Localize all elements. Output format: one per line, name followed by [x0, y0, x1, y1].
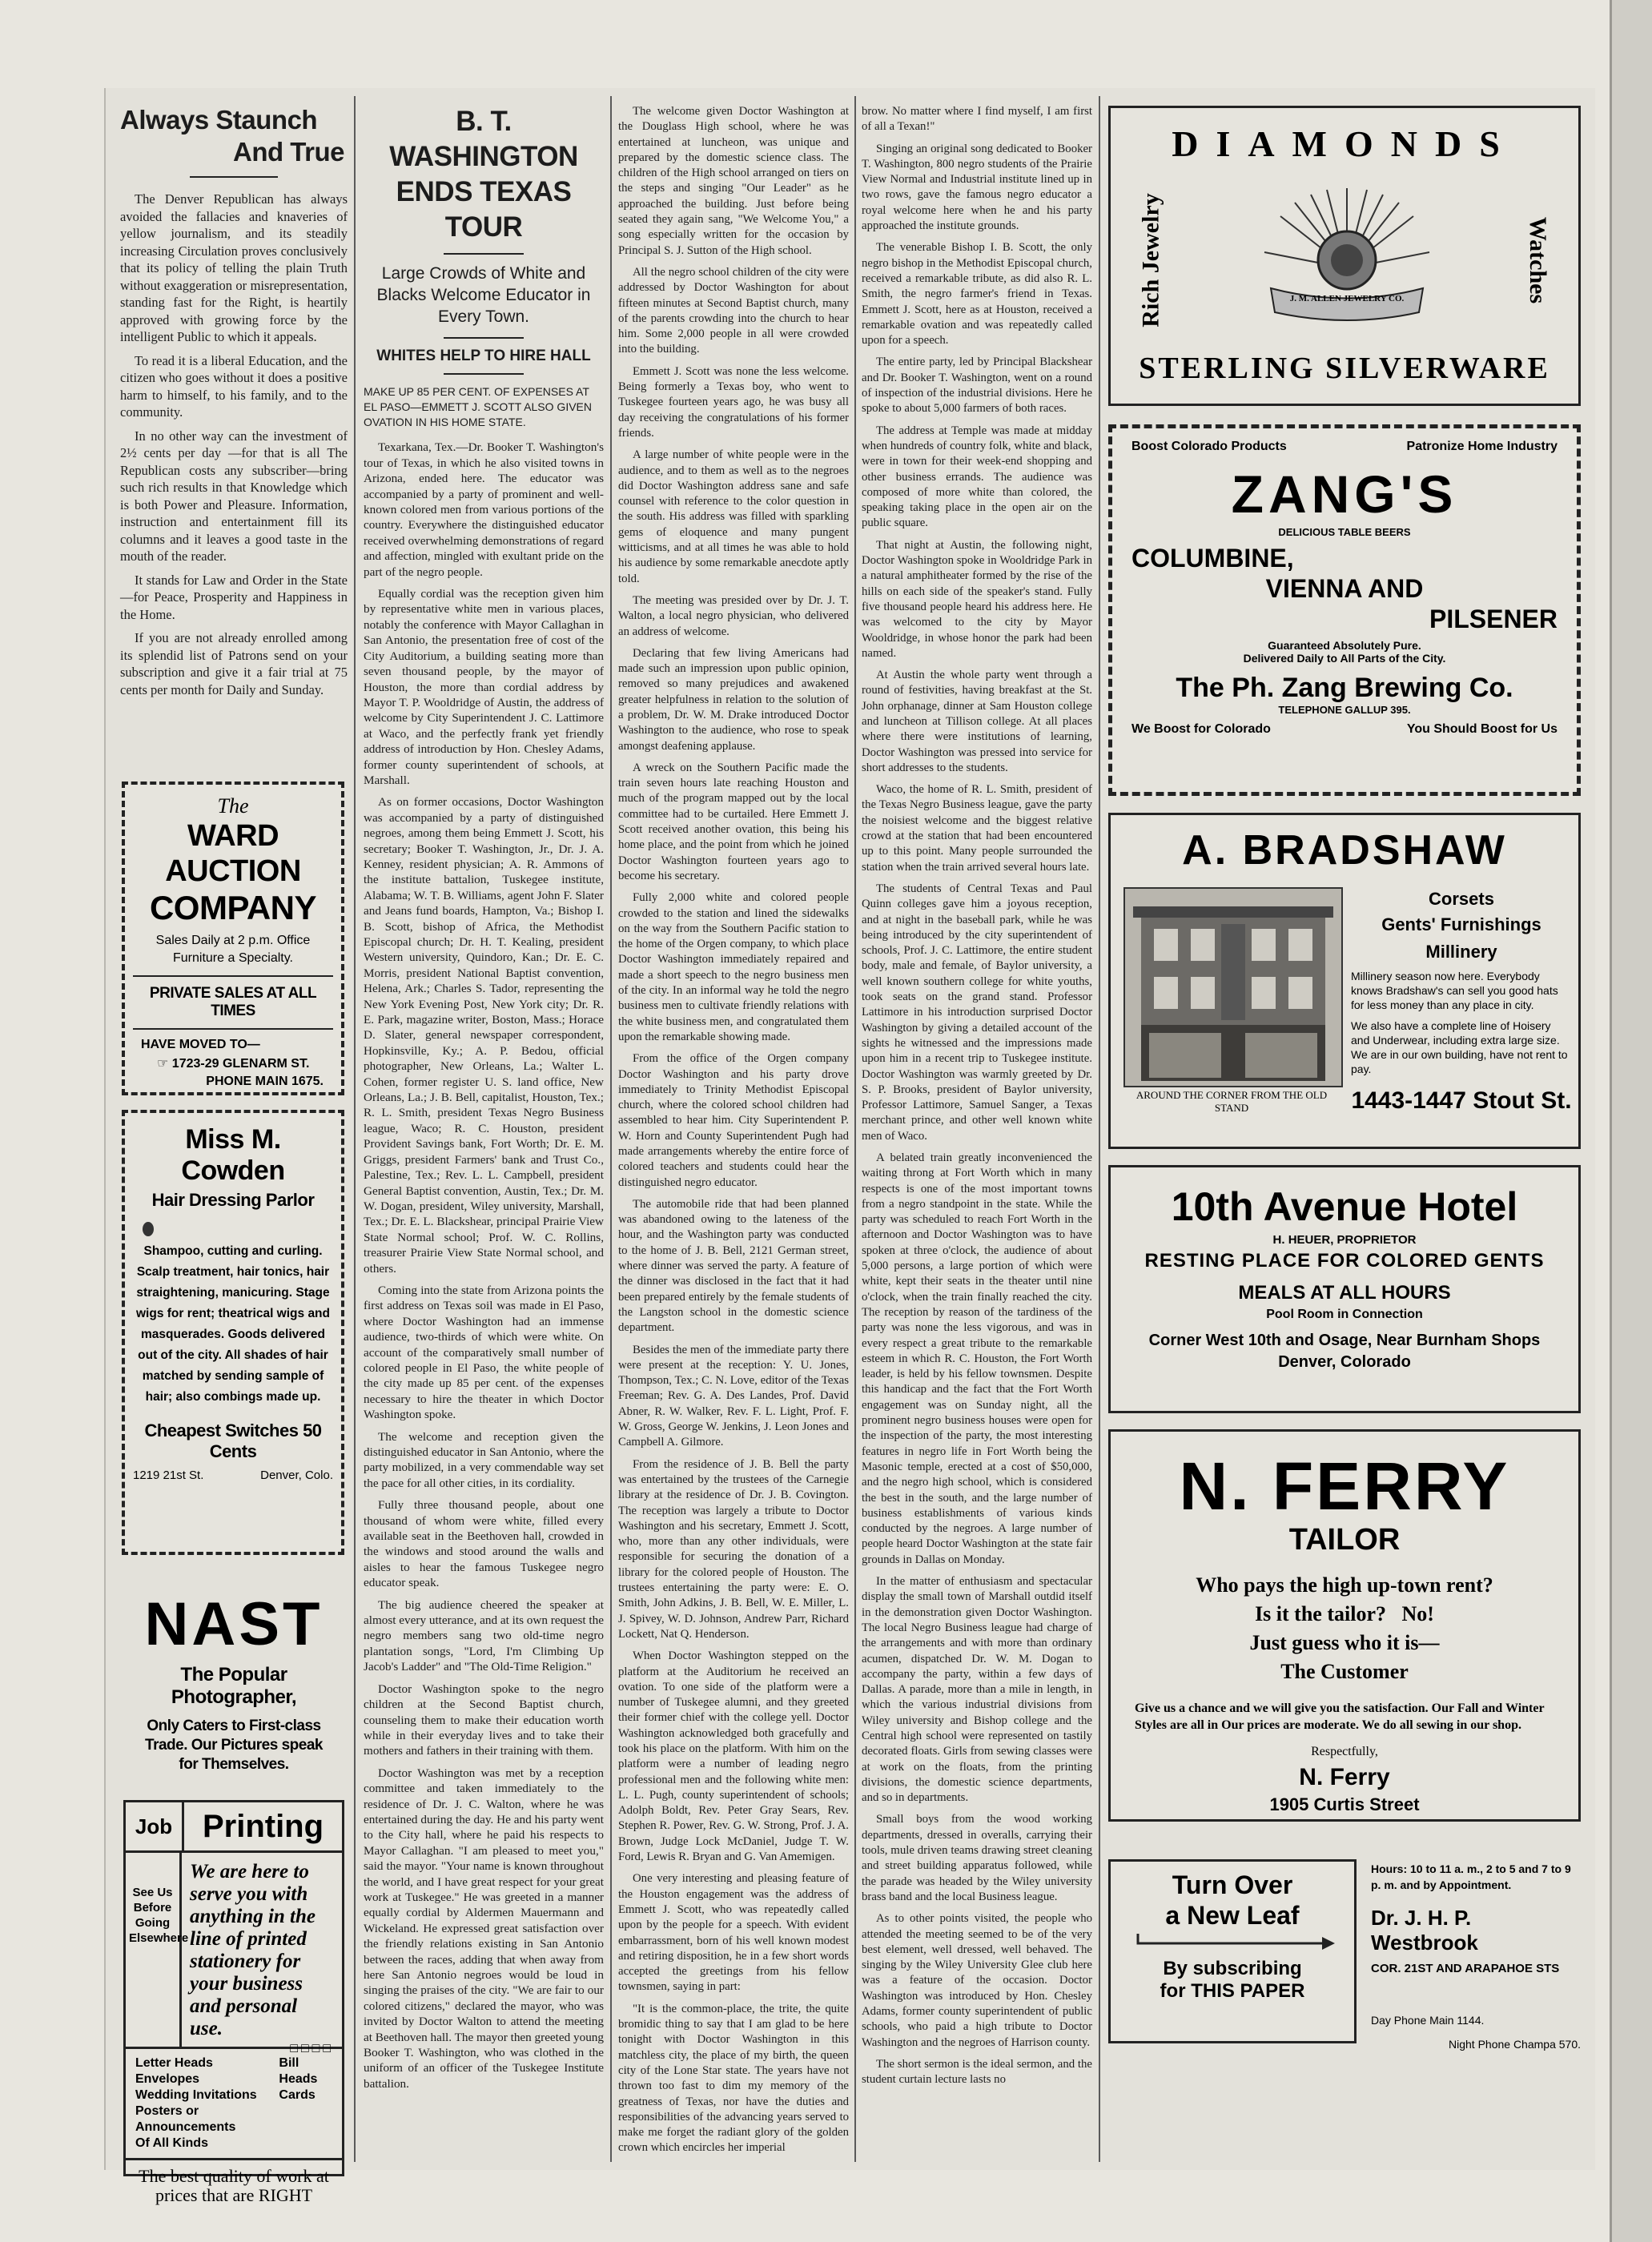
page-edge — [1610, 0, 1652, 2242]
ad-top-row — [1131, 440, 1558, 454]
article-paragraph: From the residence of J. B. Bell the party was entertained by the trustees of the Carnegie library at the residence of Dr. J. B. Covington. The reception was largely a tribute to Doctor Washington and his secretary, Emmett J. Scott, who, more than any other individuals, were responsible for securing the donation of a library for the colored people of Houston. The trustees entertaining the party were: E. O. Smith, John Adkins, J. B. Bell, W. E. Miller, L. J. Spivey, W. D. Johnson, Andrew Parr, Richard Lockett, Nat Q. Henderson. — [618, 1457, 849, 1641]
ad-title: Printing — [202, 1809, 324, 1844]
article-paragraph: When Doctor Washington stepped on the platform at the Auditorium he received an ovation. To one side of the platform were a number of Tuskegee alumni, and they greeted their former chief with the college yell. Doctor Washington acknowledged both gracefully and took his place on the platform. With him on the platform were a number of leading negro professional men and the following white men: L. L. Pugh, county superintendent of schools; Adolph Boldt, Rev. Peter Gray Sears, Rev. Stephen R. Power, Rev. G. W. Strong, Prof. J. A. Brown, Judge Lock McDaniel, Judge T. W. Ford, Lewis R. Bryan and G. Van Amemigen. — [618, 1649, 849, 1864]
article-paragraph: The address at Temple was made at midday when hundreds of country folk, white and black, were in town for their week-end shopping and other business errands. The audience was composed of more white than colored, the speaking taking place in the open air on the public square. — [862, 424, 1092, 530]
ad-title: A. BRADSHAW — [1182, 827, 1507, 874]
article-paragraph: The venerable Bishop I. B. Scott, the only negro bishop in the Methodist Episcopal church, received a remarkable tribute, as did also R. L. Smith, the negro farmer's friend in Texas. Emmett J. Scott, here as at Houston, received a remarkable ovation and was repeatedly called upon for a speech. — [862, 241, 1092, 348]
column-rule — [354, 96, 356, 2162]
article-paragraph: Texarkana, Tex.—Dr. Booker T. Washington's tour of Texas, in which he also visited towns in Arizona, ended here. The educator was accompanied by a party of prominent and well-known colored men from various portions of the country. Everywhere the distinguished educator received overwhelming demonstrations of regard and affection, mingled with exultant pride on the part of the negro people. — [364, 440, 604, 579]
ad-hotel — [1108, 1165, 1581, 1413]
ad-body: Give us a chance and we will give you the satisfaction. Our Fall and Winter Styles are all in Our prices are moderate. We do all sewing in our shop. — [1135, 1702, 1545, 1732]
article-paragraph: All the negro school children of the city were addressed by Doctor Washington for about fifteen minutes at Second Baptist church, many of the parents crowding into the church to hear him. Some 2,000 people in all were crowded into the building. — [618, 265, 849, 356]
ad-text: VIENNA AND — [1265, 574, 1424, 603]
divider — [190, 176, 278, 178]
ad-title: Miss M. Cowden — [181, 1124, 285, 1186]
ad-text: The Customer — [1280, 1660, 1409, 1683]
ad-text: Night Phone Champa 570. — [1449, 2038, 1581, 2051]
ad-text: Corsets — [1429, 889, 1494, 909]
ad-signature: N. Ferry — [1299, 1764, 1390, 1790]
ad-list-left: Letter Heads Envelopes Wedding Invitations Posters or Announcements Of All Kinds — [135, 2056, 257, 2150]
article-paragraph: As to other points visited, the people who attended the meeting seemed to be of the very best element, well dressed, well behaved. The singing by the Wiley University Glee club here was a feature of the occasion. Doctor Washington was introduced by Hon. Chesley Adams, former county superintendent of public schools, who paid a high tribute to Doctor Washington and the negroes of Harrison county. — [862, 1912, 1092, 2049]
ad-text: Patronize Home Industry — [1406, 440, 1558, 453]
ad-address: 1723-29 GLENARM ST. — [171, 1057, 310, 1071]
jewelry-emblem-icon — [1255, 180, 1439, 332]
emblem-text: J. M. ALLEN JEWELRY CO. — [1289, 294, 1405, 303]
subheadline: WHITES HELP TO HIRE HALL — [376, 348, 591, 364]
article-paragraph: The big audience cheered the speaker at almost every utterance, and at its own request the negro members sang two old-time negro plantation songs, "Lord, I'm Climbing Up Jacob's Ladder" and "The Old-Time Religion." — [364, 1597, 604, 1674]
ad-text: By subscribing — [1163, 1958, 1302, 1979]
headline: ENDS TEXAS TOUR — [396, 176, 572, 243]
ad-address: 1905 Curtis Street — [1269, 1794, 1420, 1814]
ad-side-text — [1519, 180, 1556, 340]
ad-text: Delivered Daily to All Parts of the City. — [1243, 652, 1446, 665]
ad-text: Watches — [1525, 216, 1552, 304]
ad-list — [126, 2049, 342, 2158]
article-paragraph: That night at Austin, the following night, Doctor Washington spoke in Wooldridge Park in a natural amphitheater formed by the rise of the hills on each side of the speaker's stand. Fully five thousand people heard his address here. He was welcomed to the city by Mayor Wooldridge, in whose honor the park had been named. — [862, 538, 1092, 660]
headline: B. T. WASHINGTON — [389, 106, 578, 172]
ad-middle — [126, 1853, 342, 2055]
ad-text: Denver, Colorado — [1278, 1353, 1411, 1371]
article-paragraph: The meeting was presided over by Dr. J. T. Walton, a local negro physician, who delivered an address of welcome. — [618, 593, 849, 638]
article-paragraph: Doctor Washington spoke to the negro children at the Second Baptist church, counseling them to make their education worth while in their everyday lives and to take their mothers and fathers in their training with them. — [364, 1682, 604, 1758]
article-paragraph: It stands for Law and Order in the State—for Peace, Prosperity and Happiness in the Home. — [120, 572, 348, 622]
ad-title: ZANG'S — [1231, 464, 1458, 524]
ad-text: Millinery — [1425, 942, 1497, 962]
ad-text: COLUMBINE, — [1131, 544, 1294, 573]
ad-text: The Ph. Zang Brewing Co. — [1176, 673, 1513, 703]
ad-text: Hours: 10 to 11 a. m., 2 to 5 and 7 to 9 p. m. and by Appointment. — [1371, 1862, 1571, 1891]
ad-side-text — [1133, 180, 1170, 340]
article-paragraph: If you are not already enrolled among its splendid list of Patrons send on your subscription and give it a fair trial at 75 cents per month for Daily and Sunday. — [120, 630, 348, 697]
bullet-icon — [143, 1222, 154, 1236]
ad-subtitle: The Popular Photographer, — [171, 1664, 297, 1708]
ad-city: Denver, Colo. — [260, 1469, 333, 1482]
ad-text: AROUND THE CORNER FROM THE OLD STAND — [1135, 1089, 1328, 1114]
ad-job-printing — [123, 1800, 344, 2205]
column-rule — [1099, 96, 1100, 2162]
ad-text: Who pays the high up-town rent? — [1196, 1573, 1493, 1597]
ad-text: PRIVATE SALES AT ALL TIMES — [149, 985, 317, 1019]
ad-text: Just guess who it is— — [1249, 1631, 1440, 1654]
ad-nast — [122, 1590, 346, 1774]
ad-text: Cheapest Switches 50 Cents — [144, 1420, 322, 1461]
ad-title: Dr. J. H. P. Westbrook — [1371, 1906, 1478, 1955]
ad-text: H. HEUER, PROPRIETOR — [1272, 1233, 1417, 1247]
article-paragraph: Fully 2,000 white and colored people crowded to the station and lined the sidewalks on the way from the Southern Pacific station to the home of the Orgen company, to which place Doctor Washington immediately repaired and made a short speech to the negro business men of the city. In an informal way he told the negro business men to cultivate friendly relations with the white business men, and congratulated them upon the remarkable showing made. — [618, 891, 849, 1043]
ad-text: PILSENER — [1429, 605, 1558, 633]
arrow-icon — [1122, 1931, 1343, 1950]
ad-text: Rich Jewelry — [1138, 193, 1165, 327]
column-republican — [120, 104, 348, 705]
article-paragraph: Fully three thousand people, about one thousand of whom were white, filled every available seat in the Beethoven hall, crowded in the windows and stood around the walls and aisles to hear the famous Tuskegee negro educator speak. — [364, 1498, 604, 1590]
article-paragraph: Equally cordial was the reception given him by representative white men in various places, notably the conference with Mayor Callaghan in San Antonio, the presentation free of cost of the City Auditorium, a building seating more than seven thousand people, by the mayor of Houston, the more than cordial address by Mayor T. P. Wooldridge of Austin, the address of welcome by City Superintendent J. C. Lattimore at Waco, and the perfectly frank yet friendly address of introduction by Hon. Chesley Adams, former county superintendent of schools, at Marshall. — [364, 587, 604, 787]
article-paragraph: The students of Central Texas and Paul Quinn colleges gave him a joyous reception, and at night in the baseball park, while he was being introduced by the city superintendent of schools, Prof. J. C. Lattimore, the entire student body, male and female, of Baylor university, a well known southern college for white youths, took seats on the grand stand. Professor Lattimore in his introduction surprised Doctor Washington by giving a detailed account of the sights he witnessed and the impressions made upon him in a recent trip to Tuskegee institute. Doctor Washington was warmly greeted by Dr. S. P. Brooks, president of Baylor university, Professor Lattimore, Samuel Sanger, a Texas merchant prince, and other well known white men of Waco. — [862, 882, 1092, 1143]
ad-bottom-row — [1131, 722, 1558, 737]
ad-title: WARD AUCTION — [165, 819, 301, 888]
ad-text: Respectfully, — [1311, 1745, 1378, 1758]
ad-address: 1219 21st St. — [133, 1469, 204, 1482]
ad-text: STERLING SILVERWARE — [1139, 352, 1550, 385]
ad-ward-auction — [122, 781, 344, 1095]
article-paragraph: Emmett J. Scott was none the less welcome. Being formerly a Texas boy, who went to Tuskegee fourteen years ago, he was busy all day receiving the congratulations of his former friends. — [618, 364, 849, 440]
article-paragraph: In the matter of enthusiasm and spectacular display the small town of Marshall outdid itself in the demonstration given Doctor Washington. The local Negro Business league had charge of the arrangements and with more than ordinary acumen, dispatched Dr. W. M. Dogan to accompany the party, within a few days of Dallas. A parade, more than a mile in length, in which the various industrial divisions from Wiley university and Bishop college and the Central high school were represented on tastily decorated floats. Girls from sewing classes were at work on the floats, from the printing divisions, the domestic science departments, and so in departments. — [862, 1575, 1092, 1805]
checkbox-icon: □□□□ — [290, 2042, 334, 2055]
ad-diamonds — [1108, 106, 1581, 406]
ad-zangs — [1108, 424, 1581, 796]
ad-text: Corner West 10th and Osage, Near Burnham Shops — [1148, 1332, 1541, 1349]
article-paragraph: The entire party, led by Principal Blackshear and Dr. Booker T. Washington, went on a round of inspection of the industrial divisions. Here he spoke to about 5,000 farmers of both races. — [862, 356, 1092, 416]
article-paragraph: To read it is a liberal Education, and the citizen who goes without it does a positive harm to himself, to his family, and to the community. — [120, 352, 348, 420]
divider — [444, 253, 524, 255]
article-paragraph: In no other way can the investment of 2½ cents per day —for that is all The Republican costs any subscriber—bring such rich results in that Knowledge which is both Power and Pleasure. Information, instruction and entertainment fill its columns and it leaves a good taste in the mouth of the reader. — [120, 428, 348, 564]
article-paragraph: "It is the common-place, the trite, the quite bromidic thing to say that I am glad to be here tonight with Doctor Washington in this matchless city, the place of my birth, the queen city of the Lone Star state. The years have not thrown too fast to dim my memory of the greatness of Texas, nor have the duties and responsibilities of the advancing years served to make me forget the radiant glory of the golden crown which encircles her imperial — [618, 2002, 849, 2155]
ad-text — [133, 1055, 333, 1071]
ad-text: RESTING PLACE FOR COLORED GENTS — [1144, 1250, 1545, 1272]
headline: Always Staunch — [120, 105, 318, 135]
ad-list-right: Bill Heads Cards — [279, 2056, 318, 2102]
article-paragraph: The welcome given Doctor Washington at the Douglass High school, where he was entertained at luncheon, was unique and prepared by the domestic science class. The children of the High school arranged on tiers on the steps and singing "Our Leader" as he approached the building. Just before being seated they again sang, "We Welcome You," a song especially written for the occasion by Principal S. J. Sutton of the High school. — [618, 105, 849, 257]
ad-text: for THIS PAPER — [1160, 1980, 1305, 2002]
article-paragraph: Coming into the state from Arizona points the first address on Texas soil was made in El Paso, where Doctor Washington had an immense audience, two-thirds of which were white. On account of the comparatively small number of colored people in El Paso, the white people of the city made up 85 per cent. of the expenses necessary to hire the theater in which Doctor Washington spoke. — [364, 1283, 604, 1422]
ad-westbrook — [1371, 1861, 1581, 2051]
article-paragraph: A belated train greatly inconvenienced the waiting throng at Fort Worth which in many respects is one of the most important towns from a negro standpoint in the state. While the party was scheduled to reach Fort Worth in the afternoon and Doctor Washington was to have spoken at three o'clock, the audience of about 5,000 persons, a large portion of which were white, kept their seats in the theater until nine o'clock, when the train finally reached the city. The reception by reason of the tardiness of the party was none the less vigorous, and was in every respect a great tribute to the remarkable esteem in which R. C. Houston, the Fort Worth leader, is held by his fellow townsmen. Despite this handicap and the fact that the Fort Worth engagement was on Sunday night, all the prominent negro business houses were open for the inspection of the party, the most interesting features in negro life in Fort Worth being the Masonic temple, erected at a cost of $50,000, and the negro high school, which is considered the best in the south, and the large number of business establishments of various kinds conducted by the negroes. A large number of people heard Doctor Washington at the state fair grounds in Dallas on Monday. — [862, 1151, 1092, 1566]
column-washington-continued-2 — [862, 104, 1092, 2095]
article-paragraph: Doctor Washington was met by a reception committee and taken immediately to the residence of Dr. J. C. Walton, where he was entertained during the day. He and his party went to the City hall, where he paid his respects to Mayor Callaghan. "I am pleased to meet you," said the mayor. "Your name is known throughout the world, and I have great respect for your great work at Tuskegee." He was greeted in a manner equally cordial by Aldermen Mauermann and Wickeland. He expressed great satisfaction over the friendly relations existing in San Antonio between the races, adding that when away from here San Antonio negroes would be loud in singing the praises of the city. "We are fair to our colored citizens," declared the mayor, who was invited by Doctor Walton to attend the meeting at Beethoven hall. The mayor then greeted young Booker T. Washington, who was clothed in the uniform of an officer of the Tuskegee Institute battalion. — [364, 1766, 604, 2091]
ad-title: NAST — [144, 1590, 324, 1658]
ad-address: 1443-1447 Stout St. — [1351, 1087, 1572, 1114]
ad-ferry — [1108, 1429, 1581, 1822]
ad-body: Only Caters to First-class Trade. Our Pictures speak for Themselves. — [145, 1718, 323, 1773]
article-paragraph: As on former occasions, Doctor Washington was accompanied by a party of distinguished negroes, among them being Emmett J. Scott, his secretary; Booker T. Washington, Jr., Dr. J. A. Kenney, resident physician; A. R. Ammons of the institute battalion, Tuskegee institute, Alabama; W. T. B. Williams, agent John F. Slater and Jeans fund boards, Hampton, Va.; Bishop I. B. Scott, bishop of Africa, the Methodist Episcopal church; Dr. H. T. Kealing, president Western university, Quindoro, Kan.; Dr. E. C. Morris, president National Baptist convention, Helena, Ark.; Charles S. Tador, representing the New York Evening Post, New York city; Dr. R. E. Park, magazine writer, Boston, Mass.; Horace D. Slater, general newspaper correspondent, Hopkinsville, Ky.; A. P. Bedou, official photographer, New Orleans, La.; Walter L. Cohen, former register U. S. land office, New Orleans, La.; J. B. Bell, capitalist, Houston, Tex.; R. L. Smith, president Texas Negro Business league, Waco; R. C. Houston, president Provident Savings bank, Fort Worth; Dr. E. M. Griggs, president Farmers' bank and Trust Co., Palestine, Tex.; Rev. L. L. Campbell, president General Baptist convention, Austin, Tex.; Dr. M. W. Dogan, president, Wiley university, Marshall, Tex.; Dr. E. L. Blackshear, principal Prairie View State Normal school; Prof. W. C. Rollins, treasurer Prairie View State Normal school, and others. — [364, 795, 604, 1276]
deck: MAKE UP 85 PER CENT. OF EXPENSES AT EL PASO—EMMETT J. SCOTT ALSO GIVEN OVATION IN HIS HOME STATE. — [364, 385, 592, 429]
store-building-image — [1123, 887, 1343, 1087]
ad-text: DELICIOUS TABLE BEERS — [1278, 526, 1411, 538]
ad-text: Guaranteed Absolutely Pure. — [1268, 639, 1421, 652]
ad-title: Turn Over — [1172, 1870, 1293, 1899]
ad-text: Sales Daily at 2 p.m. Office Furniture a Specialty. — [155, 934, 311, 965]
article-paragraph: Declaring that few living Americans had made such an impression upon public opinion, removed so many prejudices and awakened greater helpfulness in relation to the solution of a problem, Dr. W. M. Drake introduced Doctor Washington to the audience, who rose to speak amongst deafening applause. — [618, 646, 849, 753]
divider — [444, 373, 524, 375]
ad-text: HAVE MOVED TO— — [141, 1038, 260, 1051]
ad-bradshaw — [1108, 813, 1581, 1149]
headline: And True — [232, 137, 344, 167]
article-paragraph: From the office of the Orgen company Doctor Washington and his party drove immediately to Trinity Methodist Episcopal church, where the colored school children had assembled to hear him. City Superintendent P. W. Horn and County Superintendent Pugh had made arrangements whereby the entire force of colored teachers and students could hear the distinguished negro educator. — [618, 1052, 849, 1189]
subheadline: Large Crowds of White and Blacks Welcome Educator in Every Town. — [376, 264, 591, 326]
ad-title: COMPANY — [149, 889, 317, 926]
ad-text: Gents' Furnishings — [1381, 914, 1541, 934]
ad-body: We also have a complete line of Hoisery and Underwear, including extra large size. We are in our own building, have not rent to pay. — [1351, 1019, 1568, 1075]
ad-text: MEALS AT ALL HOURS — [1238, 1282, 1451, 1304]
ad-title: DIAMONDS — [1172, 123, 1517, 164]
article-paragraph: One very interesting and pleasing feature of the Houston engagement was the address of Emmett J. Scott, who was repeatedly called upon by the people for a speech. With evident embarrassment, born of his well known modest and retiring disposition, he in a few short words accepted the greetings from his fellow townsmen, saying in part: — [618, 1872, 849, 1994]
article-paragraph: At Austin the whole party went through a round of festivities, having breakfast at the St. John orphanage, dinner at Sam Houston college and luncheon at Tillison college. At all places where there were institutions of learning, Doctor Washington was pressed into service for short addresses to the students. — [862, 669, 1092, 774]
article-paragraph: The welcome and reception given the distinguished educator in San Antonio, where the party mobilized, in a very commendable way set the pace for all other cities, in its cordiality. — [364, 1429, 604, 1490]
ad-text: See Us Before Going Elsewhere — [126, 1853, 182, 2047]
ad-text: Is it the tailor? No! — [1255, 1602, 1434, 1625]
ad-text: TELEPHONE GALLUP 395. — [1278, 704, 1411, 716]
ad-italic-block — [182, 1853, 342, 2055]
article-paragraph: The automobile ride that had been planned was abandoned owing to the lateness of the hour, and the Washington party was conducted to the home of J. B. Bell, 2121 German street, where dinner was served the party. A feature of the dinner was disclosed in the fact that it had been prepared entirely by the female students of the Langston school in the domestic science department. — [618, 1197, 849, 1335]
ad-cowden — [122, 1110, 344, 1555]
ad-subtitle: TAILOR — [1288, 1523, 1401, 1557]
ad-text: Pool Room in Connection — [1266, 1308, 1423, 1321]
ad-footer: The best quality of work at prices that are RIGHT — [126, 2158, 342, 2212]
pointing-hand-icon: ☞ — [157, 1057, 169, 1071]
ad-body: We are here to serve you with anything in the line of printed stationery for your business and personal use. — [190, 1861, 316, 2039]
ad-text: Boost Colorado Products — [1131, 440, 1287, 453]
ad-text: We Boost for Colorado — [1131, 722, 1271, 736]
ad-title: N. FERRY — [1179, 1448, 1510, 1524]
ad-address: COR. 21ST AND ARAPAHOE STS — [1371, 1962, 1560, 1975]
ad-text: The — [217, 794, 249, 818]
article-paragraph: Small boys from the wood working departments, dressed in overalls, carrying their tools, mule driven teams drawing street cleaning and street building apparatus followed, while the parade was headed by the Wiley university brass band and the local Business league. — [862, 1813, 1092, 1903]
article-paragraph: Waco, the home of R. L. Smith, president of the Texas Negro Business league, gave the party the noisiest welcome and the biggest relative crowd at the station that had been encountered up to this point. Many people surrounded the station when the train arrived several hours late. — [862, 783, 1092, 874]
page-body — [104, 88, 1595, 2205]
article-paragraph: Besides the men of the immediate party there were present at the reception: Y. U. Jones, Thompson, Tex.; C. N. Love, editor of the Texas Freeman; Rev. G. A. Des Landes, Prof. David Abner, R. W. Walker, Rev. F. L. Light, Prof. F. W. Gross, George W. Jenkins, J. Leon Jones and Campbell A. Gilmore. — [618, 1343, 849, 1449]
ad-subtitle: Hair Dressing Parlor — [151, 1190, 315, 1210]
ad-body: Millinery season now here. Everybody knows Bradshaw's can sell you good hats for less money than any place in city. — [1351, 970, 1558, 1011]
column-rule — [610, 96, 612, 2162]
ad-address-row — [133, 1469, 333, 1482]
ad-title: a New Leaf — [1165, 1901, 1300, 1930]
ad-text: Day Phone Main 1144. — [1371, 2014, 1485, 2027]
article-paragraph: The Denver Republican has always avoided the fallacies and knaveries of yellow journalism, and its steadily increasing Circulation proves conclusively that its policy of telling the plain Truth without exaggeration or misrepresentation, standing fast for the Right, is heartily approved with growing force by the intelligent Public to which it appeals. — [120, 191, 348, 344]
article-paragraph: brow. No matter where I find myself, I am first of all a Texan!" — [862, 105, 1092, 134]
ad-new-leaf — [1108, 1859, 1357, 2043]
column-washington-article — [364, 104, 604, 2098]
article-paragraph: A wreck on the Southern Pacific made the train seven hours late reaching Houston and much of the program mapped out by the local committee had to be curtailed. Here Emmett J. Scott received another ovation, this being his home place, and the point from which he joined Doctor Washington fourteen years ago to become his secretary. — [618, 761, 849, 882]
column-rule — [854, 96, 856, 2162]
ad-text: You Should Boost for Us — [1406, 722, 1558, 736]
ad-right-block — [1351, 889, 1572, 1076]
ad-title: Job — [126, 1802, 184, 1850]
ad-title: 10th Avenue Hotel — [1171, 1184, 1518, 1229]
ad-header — [126, 1802, 342, 1853]
divider — [444, 337, 524, 339]
article-paragraph: A large number of white people were in the audience, and to them as well as to the negroes did Doctor Washington address sane and safe counsel with reference to the color question in the south. His address was filled with sparkling gems of eloquence and many pungent witticisms, and at all times he was able to hold his audience by some remarkable anecdote aptly told. — [618, 448, 849, 585]
ad-body: Shampoo, cutting and curling. Scalp treatment, hair tonics, hair straightening, manicuring. Stage wigs for rent; theatrical wigs and masquerades. Goods delivered out of the city. All shades of hair matched by sending sample of hair; also combings made up. — [135, 1244, 330, 1404]
article-paragraph: The short sermon is the ideal sermon, and the student curtain lecture lasts no — [862, 2057, 1092, 2087]
article-paragraph: Singing an original song dedicated to Booker T. Washington, 800 negro students of the Prairie View Normal and Industrial institute lined up in two rows, gave the famous negro educator a royal welcome here when he and his party approached the institute grounds. — [862, 142, 1092, 233]
column-washington-continued — [618, 104, 849, 2163]
ad-text: PHONE MAIN 1675. — [206, 1075, 324, 1088]
